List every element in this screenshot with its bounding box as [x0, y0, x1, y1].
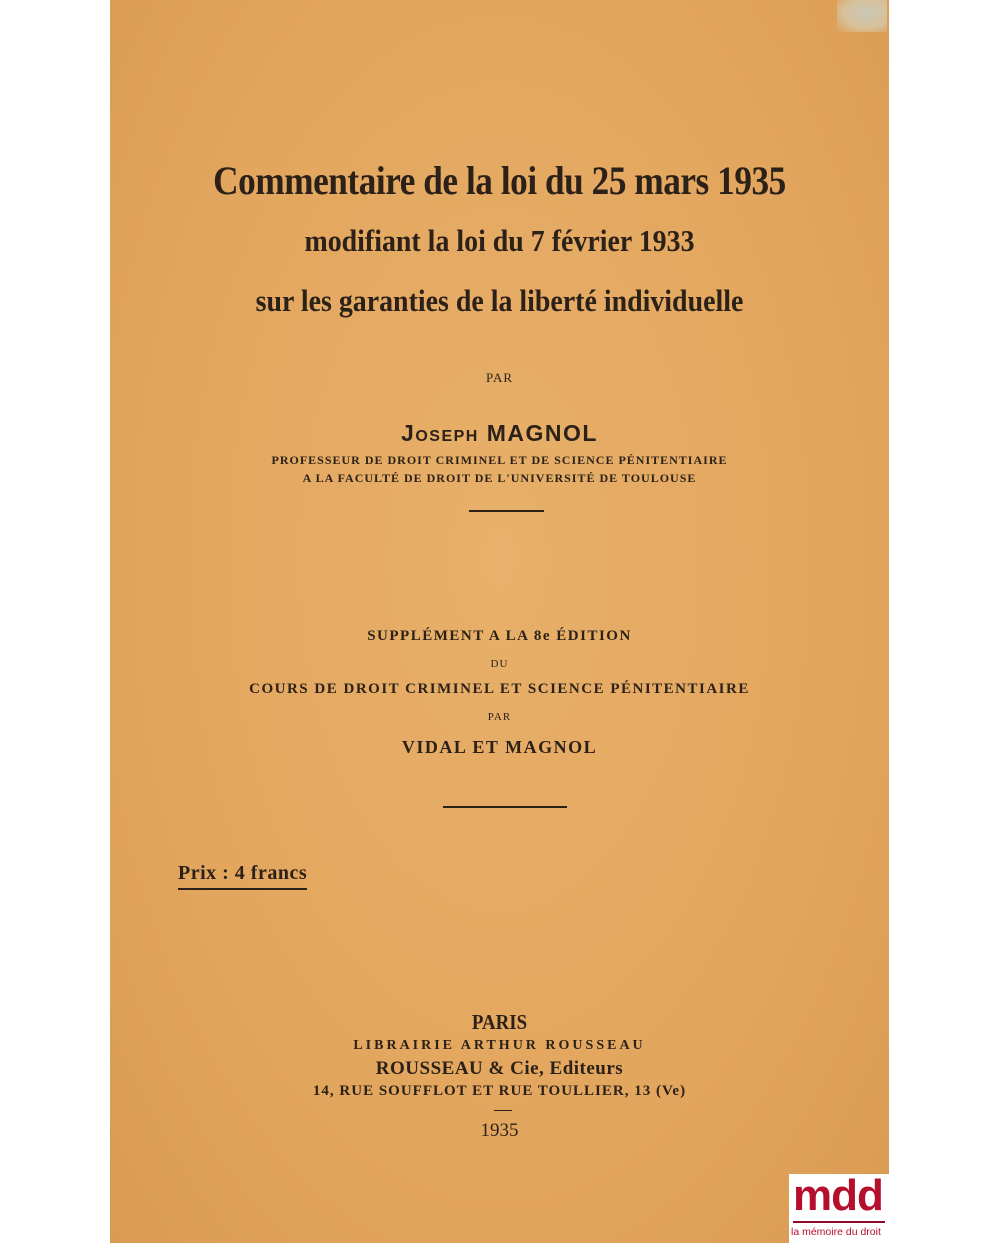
book-cover [110, 0, 889, 1243]
logo-tagline: la mémoire du droit [791, 1226, 881, 1238]
divider-rule [494, 1110, 512, 1111]
by-label: PAR [485, 370, 514, 385]
publisher-address: 14, RUE SOUFFLOT ET RUE TOULLIER, 13 (Ve) [312, 1083, 687, 1099]
supplement-line-5: VIDAL ET MAGNOL [401, 737, 598, 757]
price-label: Prix : 4 francs [178, 862, 307, 890]
divider-rule [469, 510, 544, 512]
author-credentials-line-1: PROFESSEUR DE DROIT CRIMINEL ET DE SCIENCE PÉNITENTIAIRE [271, 453, 728, 467]
mdd-logo [789, 1171, 889, 1243]
author-credentials-line-2: A LA FACULTÉ DE DROIT DE L'UNIVERSITÉ DE TOULOUSE [302, 471, 697, 485]
publisher-city: PARIS [471, 1010, 528, 1034]
author-name: Joseph MAGNOL [401, 420, 598, 446]
publication-year: 1935 [480, 1120, 519, 1141]
title-line-3: sur les garanties de la liberté individuelle [255, 283, 744, 318]
title-line-1: Commentaire de la loi du 25 mars 1935 [213, 158, 786, 203]
publisher-line-1: LIBRAIRIE ARTHUR ROUSSEAU [353, 1038, 646, 1053]
supplement-line-1: SUPPLÉMENT A LA 8e ÉDITION [367, 628, 632, 644]
divider-rule [443, 806, 567, 808]
supplement-line-3: COURS DE DROIT CRIMINEL ET SCIENCE PÉNITENTIAIRE [249, 681, 750, 697]
logo-mark: mdd [793, 1171, 883, 1220]
supplement-line-2: DU [490, 658, 509, 670]
title-line-2: modifiant la loi du 7 février 1933 [304, 223, 695, 258]
paper-stain [837, 0, 887, 32]
publisher-line-2: ROUSSEAU & Cie, Editeurs [375, 1058, 624, 1079]
supplement-line-4: PAR [487, 711, 512, 723]
logo-underline [793, 1221, 885, 1223]
